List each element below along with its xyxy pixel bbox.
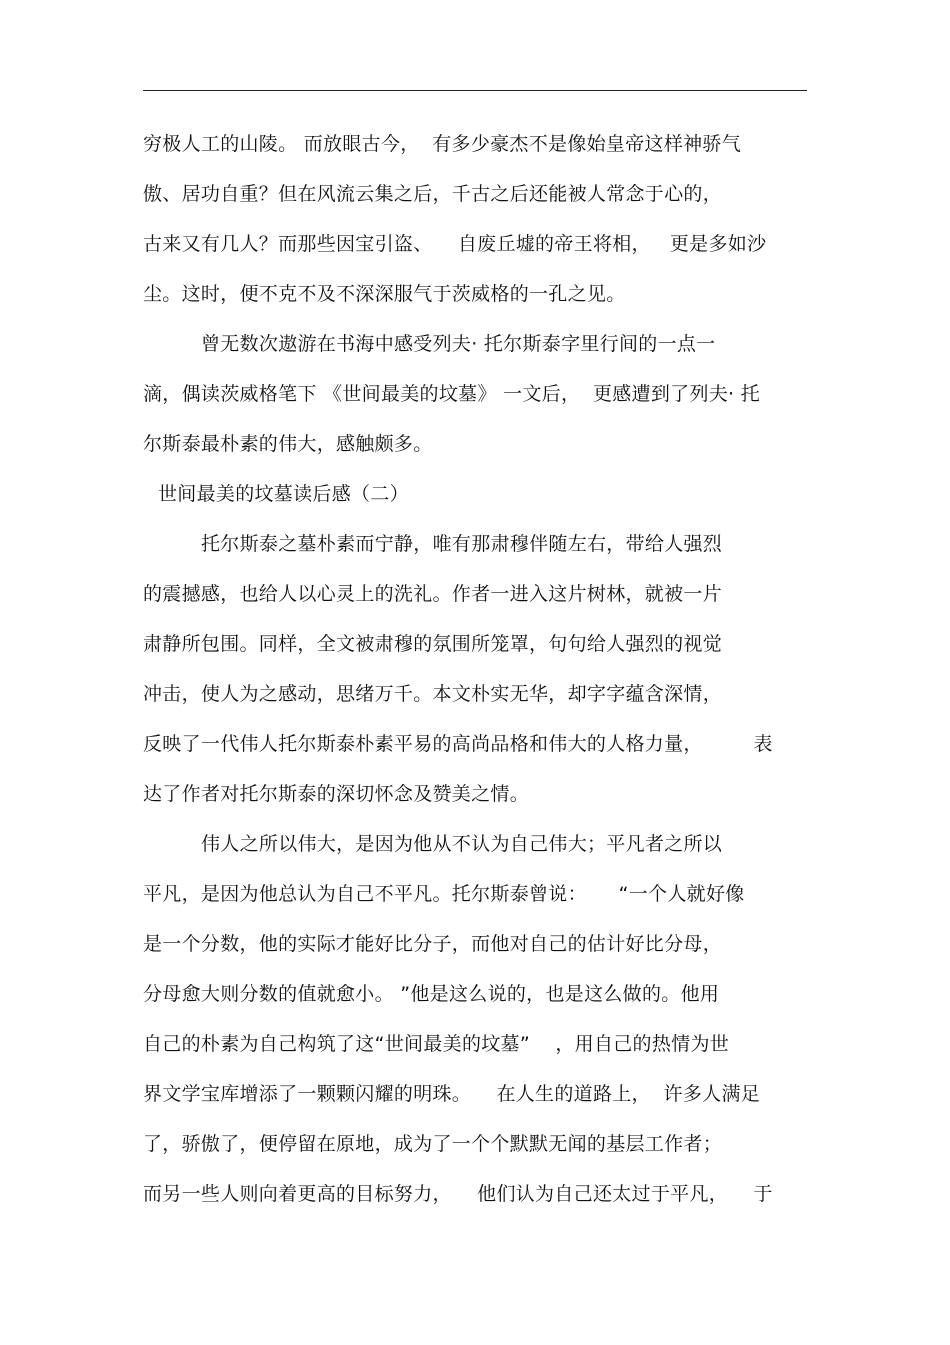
text-line: 自己的朴素为自己构筑了这“世间最美的坟墓” ，用自己的热情为世 [143, 1033, 730, 1055]
text-line: 古来又有几人？而那些因宝引盗、 自废丘墟的帝王将相， 更是多如沙 [143, 233, 767, 255]
text-line: 的震撼感，也给人以心灵上的洗礼。作者一进入这片树林，就被一片 [143, 583, 723, 605]
text-line: 是一个分数，他的实际才能好比分子，而他对自己的估计好比分母， [143, 933, 723, 955]
text-line: 平凡，是因为他总认为自己不平凡。托尔斯泰曾说： “一个人就好像 [143, 883, 745, 905]
header-rule [143, 90, 807, 91]
text-line: 达了作者对托尔斯泰的深切怀念及赞美之情。 [143, 783, 530, 805]
text-line: 分母愈大则分数的值就愈小。 ”他是这么说的，也是这么做的。他用 [143, 983, 720, 1005]
section-heading: 世间最美的坟墓读后感（二） [158, 483, 409, 505]
text-line: 界文学宝库增添了一颗颗闪耀的明珠。 在人生的道路上， 许多人满足 [143, 1083, 761, 1105]
text-line: 了，骄傲了，便停留在原地，成为了一个个默默无闻的基层工作者； [143, 1133, 723, 1155]
text-line: 反映了一代伟人托尔斯泰朴素平易的高尚品格和伟大的人格力量， 表 [143, 733, 773, 755]
text-line: 滴，偶读茨威格笔下 《世间最美的坟墓》 一文后， 更感遭到了列夫· 托 [143, 383, 761, 405]
text-line: 尔斯泰最朴素的伟大，感触颇多。 [143, 433, 433, 455]
text-line: 而另一些人则向着更高的目标努力， 他们认为自己还太过于平凡， 于 [143, 1183, 773, 1205]
text-line: 冲击，使人为之感动，思绪万千。本文朴实无华，却字字蕴含深情， [143, 683, 723, 705]
text-line: 曾无数次遨游在书海中感受列夫· 托尔斯泰字里行间的一点一 [201, 333, 716, 355]
text-line: 穷极人工的山陵。 而放眼古今， 有多少豪杰不是像始皇帝这样神骄气 [143, 133, 742, 155]
text-line: 伟人之所以伟大，是因为他从不认为自己伟大；平凡者之所以 [201, 833, 723, 855]
text-line: 尘。这时，便不克不及不深深服气于茨威格的一孔之见。 [143, 283, 626, 305]
text-line: 肃静所包围。同样，全文被肃穆的氛围所笼罩，句句给人强烈的视觉 [143, 633, 723, 655]
text-line: 傲、居功自重？但在风流云集之后，千古之后还能被人常念于心的， [143, 183, 723, 205]
text-line: 托尔斯泰之墓朴素而宁静，唯有那肃穆伴随左右，带给人强烈 [201, 533, 723, 555]
